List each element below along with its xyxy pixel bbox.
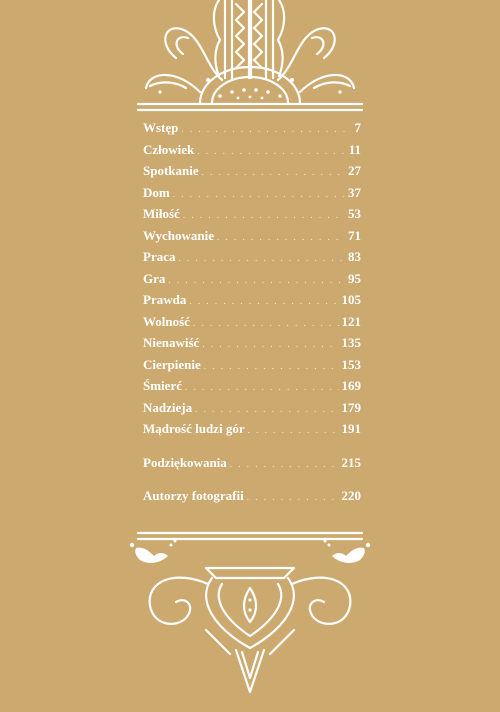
toc-leader-dots [173, 189, 345, 199]
toc-entry [143, 488, 361, 510]
toc-entry-page: 215 [341, 454, 361, 470]
table-of-contents [143, 120, 361, 510]
toc-entry [143, 120, 361, 142]
toc-entry-title: Gra [143, 270, 166, 286]
toc-entry [143, 378, 361, 400]
toc-leader-dots [189, 296, 338, 306]
toc-entry-page: 121 [341, 313, 361, 329]
toc-leader-dots [204, 361, 339, 371]
toc-leader-dots [202, 167, 345, 177]
toc-entry [143, 271, 361, 293]
toc-entry [143, 249, 361, 271]
toc-leader-dots [247, 492, 339, 502]
toc-entry [143, 357, 361, 379]
toc-entry [143, 421, 361, 443]
toc-entry-title: Cierpienie [143, 356, 201, 372]
toc-entry [143, 292, 361, 314]
toc-entry-page: 71 [348, 227, 361, 243]
toc-entry-title: Dom [143, 184, 170, 200]
toc-entry-page: 179 [341, 399, 361, 415]
toc-leader-dots [181, 124, 351, 134]
top-folk-ornament [0, 0, 500, 120]
bottom-folk-ornament [0, 530, 500, 712]
toc-entry-title: Praca [143, 249, 176, 264]
toc-leader-dots [248, 425, 339, 435]
toc-entry-title: Miłość [143, 206, 180, 221]
toc-leader-dots [230, 459, 339, 469]
toc-entry-title: Spotkanie [143, 163, 199, 178]
toc-entry-title: Prawda [143, 292, 187, 307]
toc-entry-page: 153 [341, 356, 361, 372]
toc-entry-page: 105 [341, 292, 361, 307]
toc-leader-dots [193, 318, 339, 328]
toc-entry [143, 185, 361, 207]
toc-leader-dots [195, 404, 338, 414]
toc-entry [143, 206, 361, 228]
toc-entry-page: 95 [348, 270, 361, 286]
toc-entry-title: Nienawiść [143, 335, 200, 350]
toc-entry-title: Wolność [143, 313, 190, 329]
toc-entry-title: Autorzy fotografii [143, 488, 244, 503]
toc-entry [143, 163, 361, 185]
toc-entry [143, 228, 361, 250]
toc-entry-page: 27 [348, 163, 361, 178]
toc-entry-page: 83 [348, 249, 361, 264]
toc-leader-dots [178, 253, 345, 263]
toc-entry-title: Wychowanie [143, 227, 215, 243]
toc-leader-dots [202, 339, 338, 349]
toc-entry-title: Mądrość ludzi gór [143, 421, 245, 436]
toc-entry-page: 220 [341, 488, 361, 503]
toc-entry-page: 191 [341, 421, 361, 436]
toc-entry-page: 37 [348, 184, 361, 200]
toc-leader-dots [197, 146, 345, 156]
toc-entry-page: 169 [341, 378, 361, 393]
toc-entry [143, 314, 361, 336]
toc-entry-title: Śmierć [143, 378, 182, 393]
toc-entry-title: Podziękowania [143, 454, 227, 470]
toc-entry [143, 455, 361, 477]
toc-entry [143, 335, 361, 357]
toc-entry [143, 400, 361, 422]
toc-leader-dots [168, 275, 345, 285]
toc-leader-dots [185, 382, 339, 392]
toc-entry-title: Wstęp [143, 120, 179, 135]
toc-leader-dots [217, 232, 345, 242]
toc-entry-page: 53 [348, 206, 361, 221]
toc-entry-page: 135 [341, 335, 361, 350]
toc-leader-dots [183, 210, 345, 220]
toc-entry-title: Człowiek [143, 141, 195, 157]
toc-entry-page: 7 [354, 120, 361, 135]
toc-entry-page: 11 [348, 141, 361, 157]
toc-entry [143, 142, 361, 164]
toc-entry-title: Nadzieja [143, 399, 193, 415]
